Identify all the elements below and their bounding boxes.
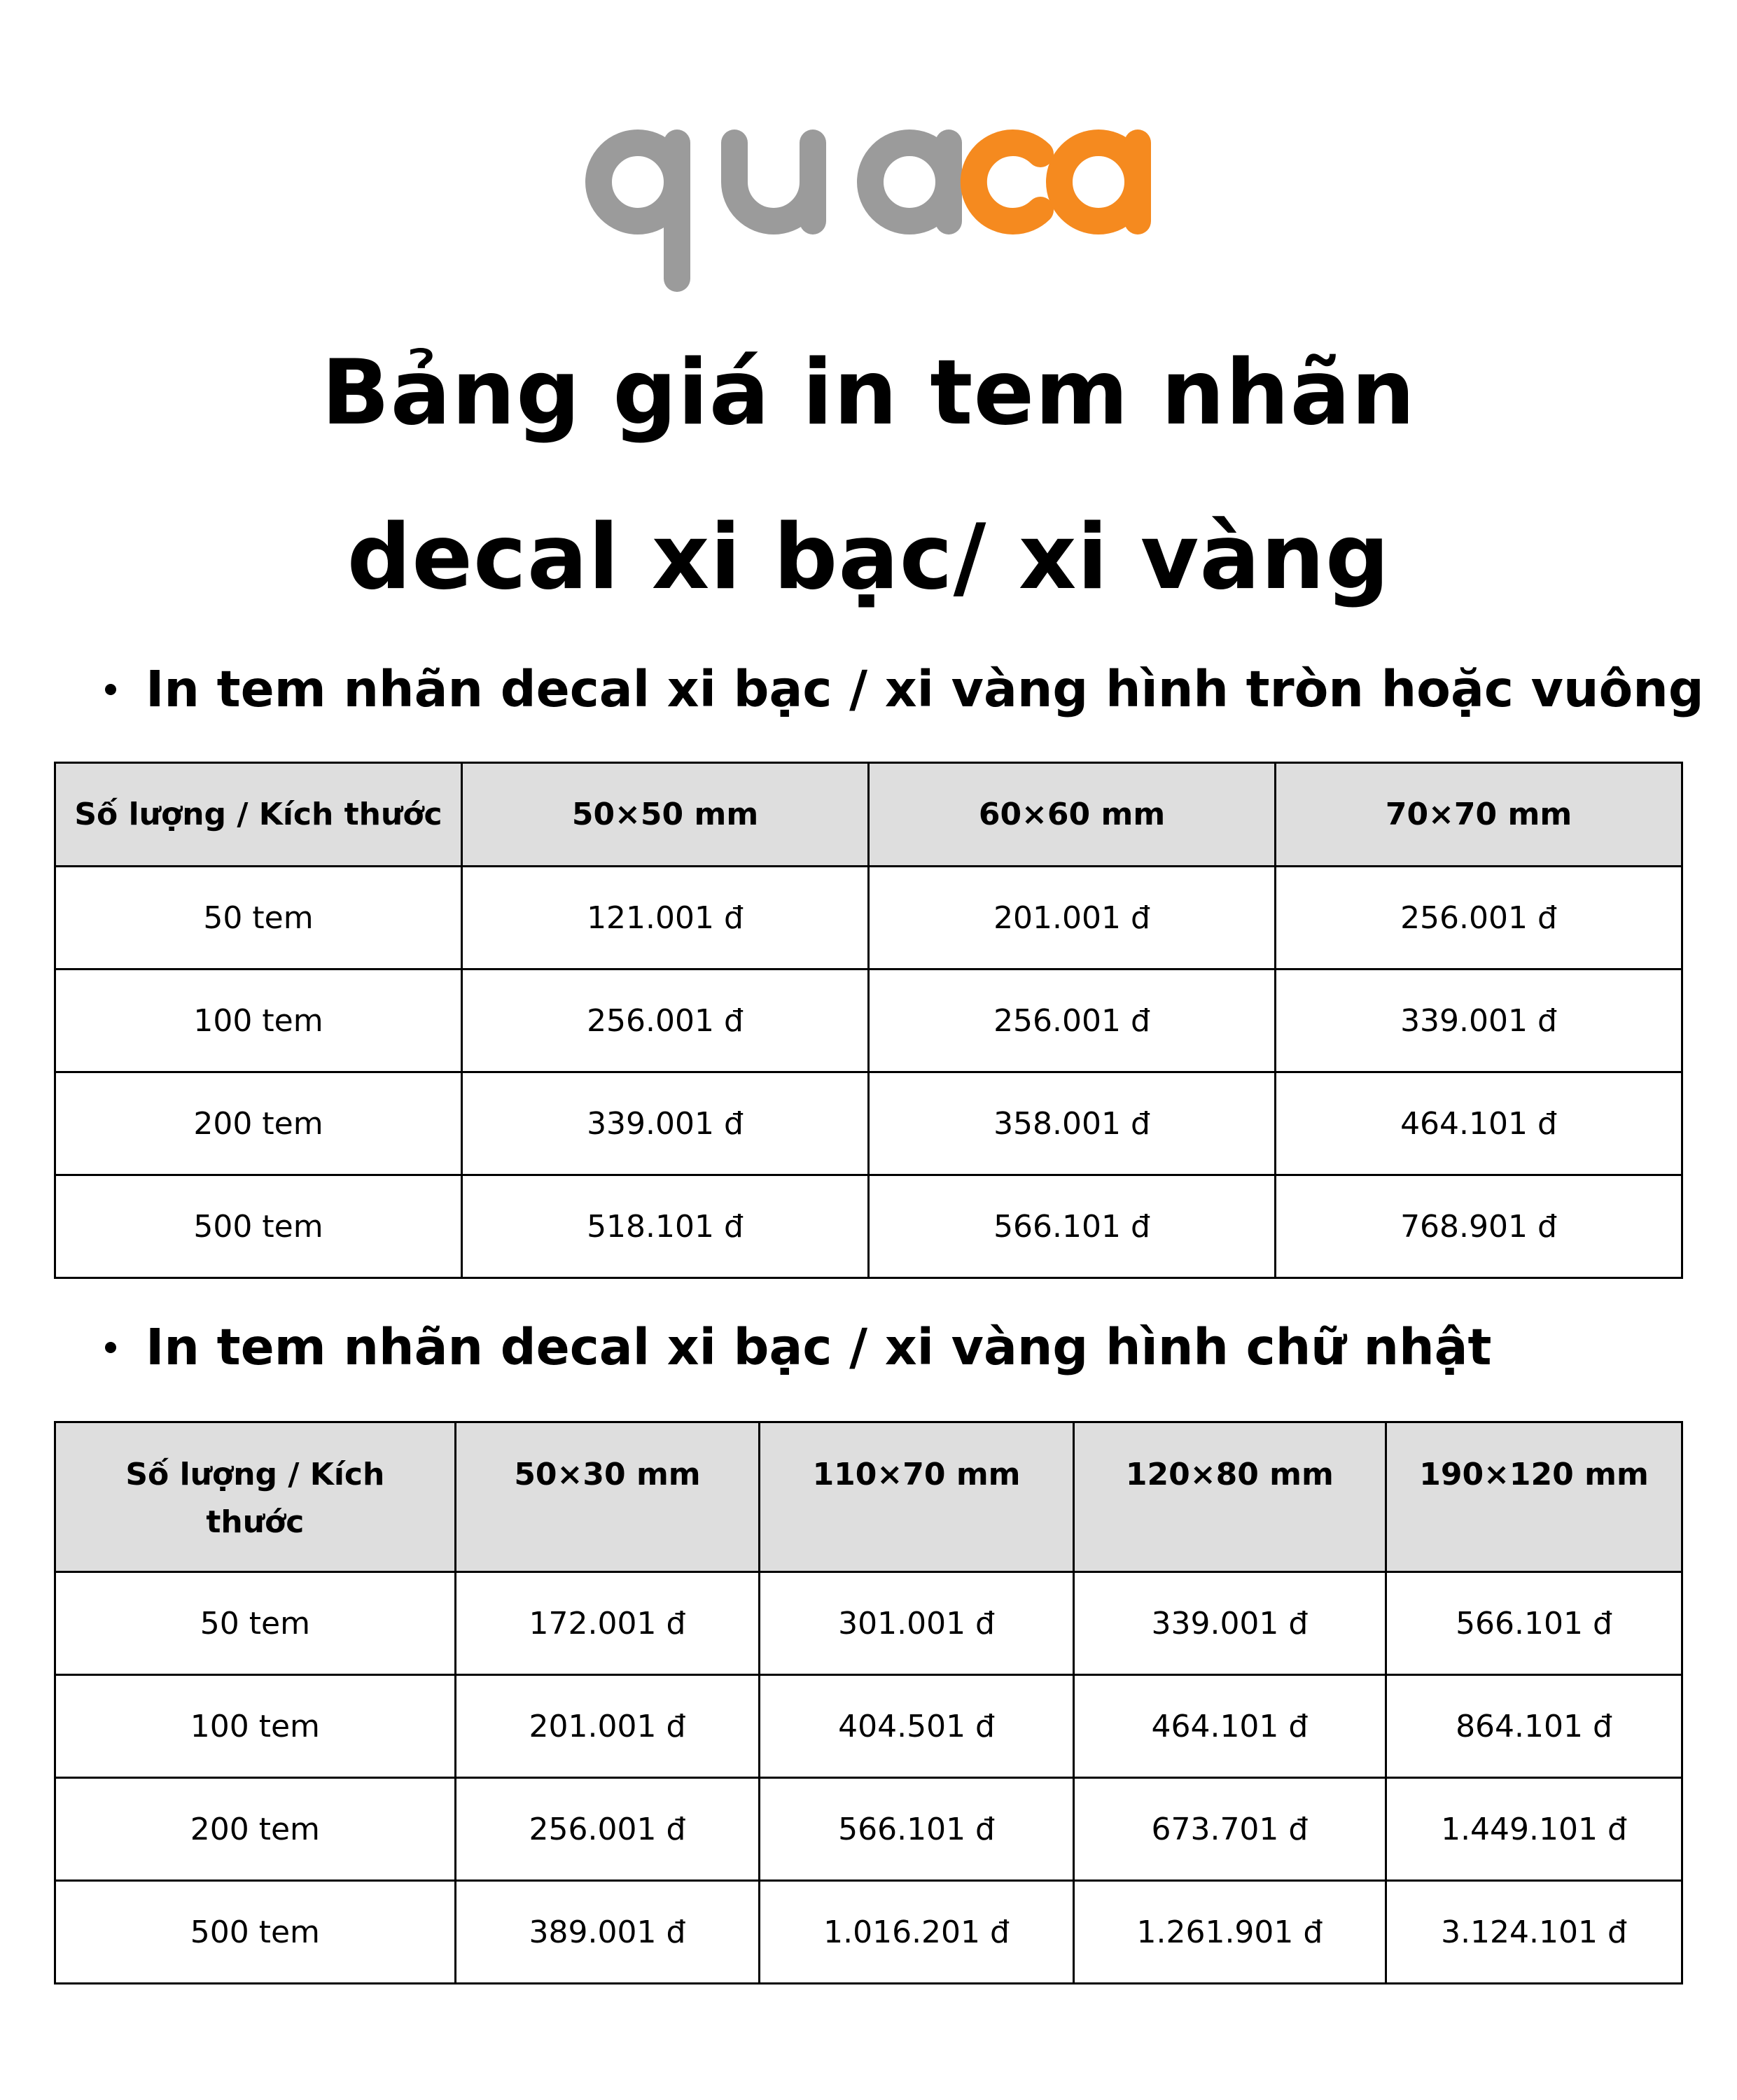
header-cell: Số lượng / Kích thước <box>55 763 462 867</box>
page-title-line-1: Bảng giá in tem nhãn <box>321 341 1416 445</box>
price-cell: 864.101 đ <box>1386 1675 1682 1778</box>
quantity-cell: 100 tem <box>55 969 462 1072</box>
price-cell: 464.101 đ <box>1276 1072 1682 1175</box>
price-cell: 339.001 đ <box>1276 969 1682 1072</box>
quantity-cell: 100 tem <box>55 1675 456 1778</box>
table-row <box>55 1778 1682 1881</box>
table-row <box>55 1572 1682 1675</box>
header-cell: 50×30 mm <box>455 1422 760 1572</box>
price-cell: 518.101 đ <box>462 1175 869 1278</box>
price-cell: 566.101 đ <box>760 1778 1074 1881</box>
table-header-row <box>55 763 1682 867</box>
price-cell: 768.901 đ <box>1276 1175 1682 1278</box>
price-cell: 172.001 đ <box>455 1572 760 1675</box>
header-cell: 60×60 mm <box>869 763 1276 867</box>
price-cell: 464.101 đ <box>1073 1675 1386 1778</box>
table-row <box>55 1881 1682 1984</box>
price-table-round-square <box>54 762 1683 1279</box>
price-cell: 256.001 đ <box>455 1778 760 1881</box>
page-title-line-2: decal xi bạc/ xi vàng <box>347 505 1390 610</box>
quantity-cell: 200 tem <box>55 1072 462 1175</box>
quantity-cell: 500 tem <box>55 1175 462 1278</box>
price-cell: 339.001 đ <box>462 1072 869 1175</box>
price-cell: 201.001 đ <box>455 1675 760 1778</box>
table-header-row <box>55 1422 1682 1572</box>
header-cell: 120×80 mm <box>1073 1422 1386 1572</box>
table-row <box>55 969 1682 1072</box>
price-cell: 404.501 đ <box>760 1675 1074 1778</box>
quantity-cell: 200 tem <box>55 1778 456 1881</box>
table-row <box>55 1175 1682 1278</box>
section-heading-text: In tem nhãn decal xi bạc / xi vàng hình chữ nhật <box>146 1318 1492 1376</box>
section-heading-round-square <box>105 658 1715 721</box>
table-row <box>55 1072 1682 1175</box>
header-cell: 110×70 mm <box>760 1422 1074 1572</box>
price-cell: 566.101 đ <box>1386 1572 1682 1675</box>
price-cell: 358.001 đ <box>869 1072 1276 1175</box>
price-table-rectangle <box>54 1421 1683 1984</box>
header-cell: 50×50 mm <box>462 763 869 867</box>
header-cell: 70×70 mm <box>1276 763 1682 867</box>
table-row <box>55 867 1682 969</box>
price-cell: 389.001 đ <box>455 1881 760 1984</box>
price-cell: 256.001 đ <box>869 969 1276 1072</box>
header-cell: 190×120 mm <box>1386 1422 1682 1572</box>
quantity-cell: 50 tem <box>55 1572 456 1675</box>
price-cell: 1.016.201 đ <box>760 1881 1074 1984</box>
price-cell: 339.001 đ <box>1073 1572 1386 1675</box>
price-cell: 301.001 đ <box>760 1572 1074 1675</box>
price-cell: 256.001 đ <box>1276 867 1682 969</box>
price-cell: 201.001 đ <box>869 867 1276 969</box>
table-row <box>55 1675 1682 1778</box>
price-cell: 3.124.101 đ <box>1386 1881 1682 1984</box>
quantity-cell: 500 tem <box>55 1881 456 1984</box>
section-heading-text: In tem nhãn decal xi bạc / xi vàng hình tròn hoặc vuông <box>146 660 1704 718</box>
price-cell: 121.001 đ <box>462 867 869 969</box>
price-cell: 256.001 đ <box>462 969 869 1072</box>
price-cell: 1.449.101 đ <box>1386 1778 1682 1881</box>
bullet-icon <box>105 1342 116 1353</box>
quaca-logo <box>0 98 1737 308</box>
price-cell: 673.701 đ <box>1073 1778 1386 1881</box>
header-cell: Số lượng / Kích thước <box>55 1422 456 1572</box>
section-heading-rectangle <box>105 1316 1715 1379</box>
price-cell: 1.261.901 đ <box>1073 1881 1386 1984</box>
price-cell: 566.101 đ <box>869 1175 1276 1278</box>
quantity-cell: 50 tem <box>55 867 462 969</box>
quaca-logo-mark <box>582 98 1156 308</box>
bullet-icon <box>105 684 116 695</box>
